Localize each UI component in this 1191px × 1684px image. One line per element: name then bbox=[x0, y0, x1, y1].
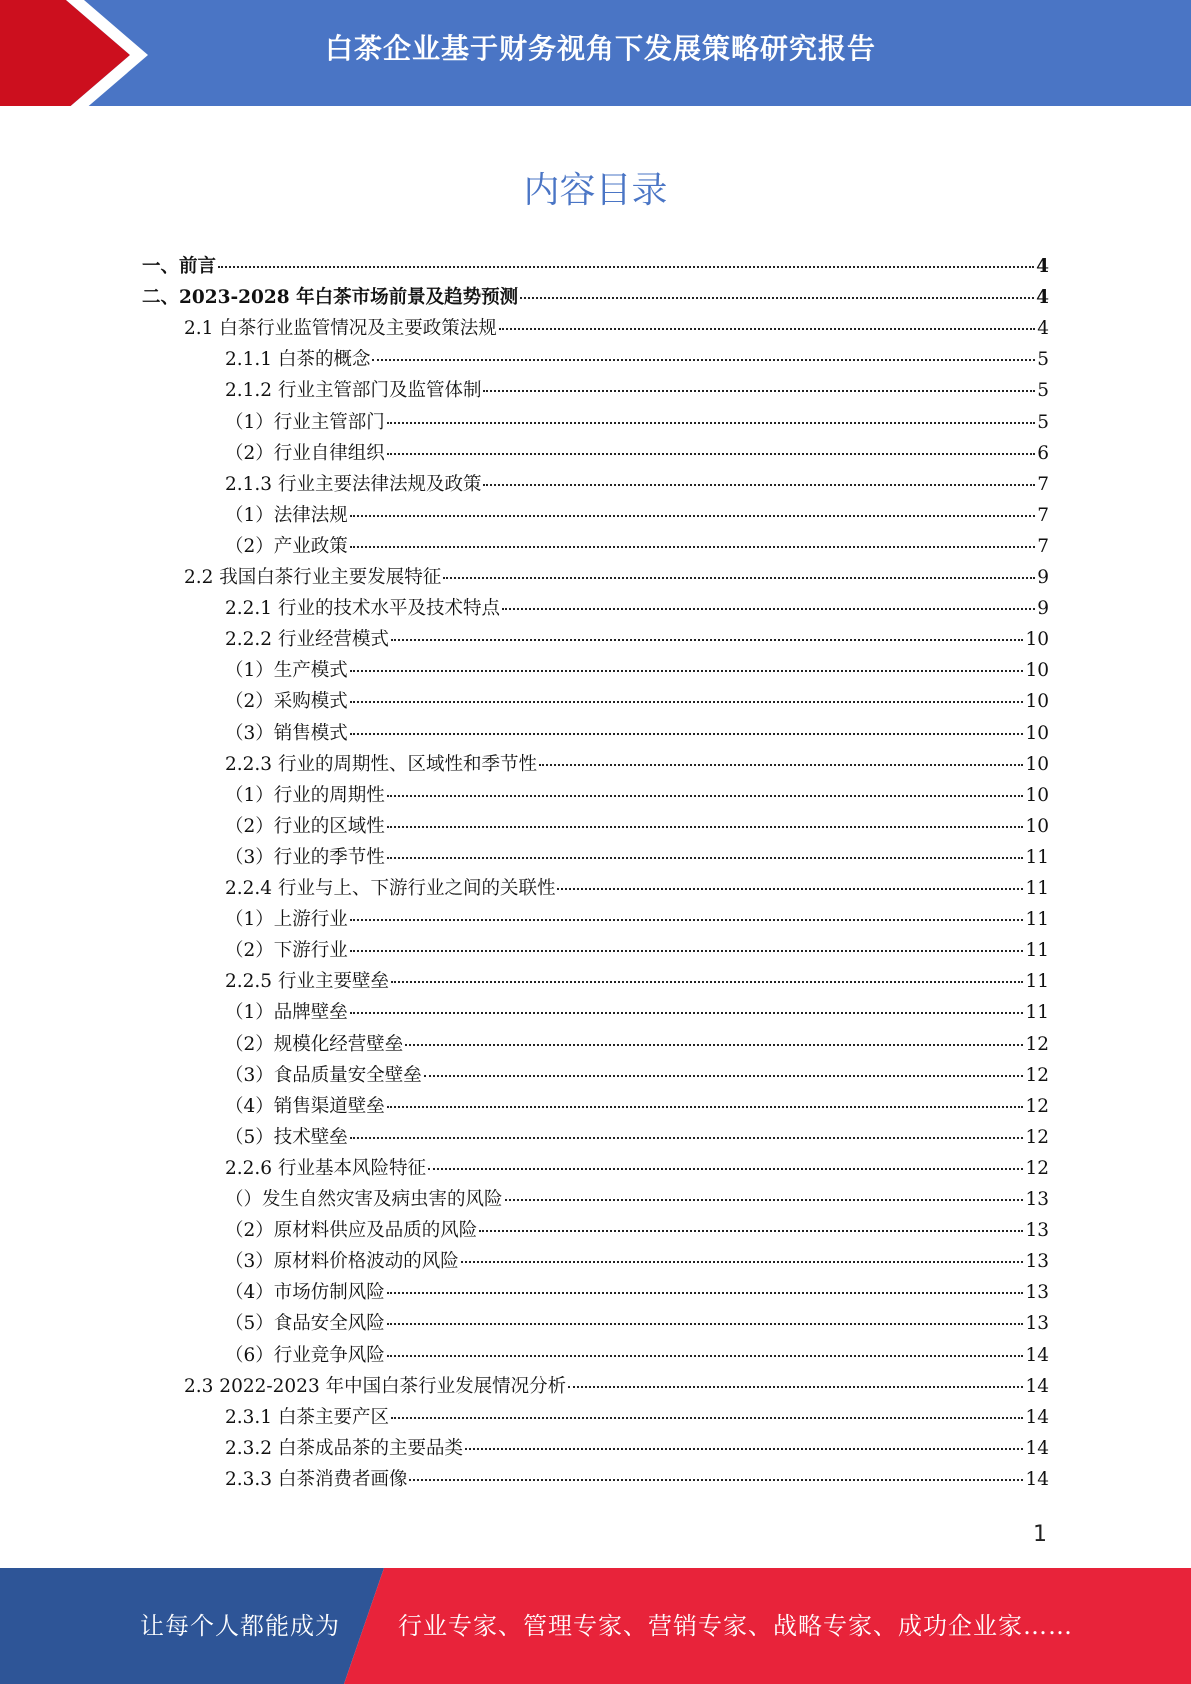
toc-entry-label: 2.3.1 白茶主要产区 bbox=[225, 1407, 389, 1428]
toc-dot-leader bbox=[350, 733, 1024, 735]
toc-entry[interactable] bbox=[225, 347, 1049, 373]
toc-entry-page: 14 bbox=[1025, 1469, 1049, 1490]
footer-slogan-left: 让每个人都能成为 bbox=[140, 1612, 340, 1640]
toc-entry-label: （3）行业的季节性 bbox=[225, 847, 385, 868]
toc-dot-leader bbox=[391, 639, 1023, 641]
toc-entry-label: （5）食品安全风险 bbox=[225, 1313, 385, 1334]
toc-entry-page: 10 bbox=[1025, 816, 1049, 837]
toc-entry[interactable] bbox=[225, 1405, 1049, 1431]
toc-entry[interactable] bbox=[142, 254, 1049, 280]
toc-entry-page: 10 bbox=[1025, 723, 1049, 744]
toc-dot-leader bbox=[350, 919, 1024, 921]
toc-dot-leader bbox=[387, 422, 1035, 424]
toc-dot-leader bbox=[568, 1386, 1023, 1388]
toc-entry[interactable] bbox=[225, 814, 1049, 840]
toc-dot-leader bbox=[387, 1292, 1024, 1294]
toc-entry-page: 5 bbox=[1037, 349, 1049, 370]
toc-entry-label: 2.2 我国白茶行业主要发展特征 bbox=[184, 567, 442, 588]
toc-entry[interactable] bbox=[225, 969, 1049, 995]
toc-entry[interactable] bbox=[225, 627, 1049, 653]
toc-entry-label: （2）行业自律组织 bbox=[225, 443, 385, 464]
toc-dot-leader bbox=[350, 950, 1024, 952]
toc-entry-label: 2.3 2022-2023 年中国白茶行业发展情况分析 bbox=[184, 1376, 567, 1397]
toc-entry-label: （4）市场仿制风险 bbox=[225, 1282, 385, 1303]
toc-entry-page: 13 bbox=[1025, 1251, 1049, 1272]
toc-entry-label: （2）采购模式 bbox=[225, 691, 348, 712]
toc-entry-label: 2.1.2 行业主管部门及监管体制 bbox=[225, 380, 482, 401]
toc-entry-label: 2.3.2 白茶成品茶的主要品类 bbox=[225, 1438, 463, 1459]
toc-dot-leader bbox=[387, 1323, 1024, 1325]
toc-entry[interactable] bbox=[225, 1467, 1049, 1493]
toc-entry-label: （3）原材料价格波动的风险 bbox=[225, 1251, 459, 1272]
report-title: 白茶企业基于财务视角下发展策略研究报告 bbox=[324, 32, 876, 65]
toc-entry-page: 9 bbox=[1037, 567, 1049, 588]
toc-entry-label: （）发生自然灾害及病虫害的风险 bbox=[225, 1189, 503, 1210]
toc-entry-page: 10 bbox=[1025, 660, 1049, 681]
toc-entry-page: 4 bbox=[1036, 287, 1049, 308]
toc-entry[interactable] bbox=[225, 1094, 1049, 1120]
toc-entry-page: 6 bbox=[1037, 443, 1049, 464]
toc-entry-page: 10 bbox=[1025, 754, 1049, 775]
toc-entry-page: 7 bbox=[1037, 474, 1049, 495]
toc-entry[interactable] bbox=[225, 752, 1049, 778]
toc-entry-label: （1）品牌壁垒 bbox=[225, 1002, 348, 1023]
toc-entry[interactable] bbox=[225, 410, 1049, 436]
toc-heading: 内容目录 bbox=[523, 170, 668, 211]
toc-entry-page: 11 bbox=[1025, 940, 1049, 961]
toc-entry[interactable] bbox=[225, 907, 1049, 933]
toc-dot-leader bbox=[391, 1417, 1023, 1419]
toc-entry-label: （1）生产模式 bbox=[225, 660, 348, 681]
toc-dot-leader bbox=[387, 857, 1024, 859]
toc-entry-label: 2.2.6 行业基本风险特征 bbox=[225, 1158, 426, 1179]
toc-entry[interactable] bbox=[225, 503, 1049, 529]
report-header bbox=[0, 0, 1191, 110]
toc-dot-leader bbox=[387, 1106, 1024, 1108]
toc-entry-label: 一、前言 bbox=[142, 256, 217, 277]
toc-entry[interactable] bbox=[225, 783, 1049, 809]
toc-entry[interactable] bbox=[225, 1311, 1049, 1337]
toc-dot-leader bbox=[520, 297, 1034, 299]
toc-entry-label: （1）上游行业 bbox=[225, 909, 348, 930]
toc-entry-label: （2）原材料供应及品质的风险 bbox=[225, 1220, 478, 1241]
toc-entry-label: 2.2.5 行业主要壁垒 bbox=[225, 971, 389, 992]
toc-entry[interactable] bbox=[225, 689, 1049, 715]
toc-entry[interactable] bbox=[225, 1032, 1049, 1058]
toc-entry-label: （2）规模化经营壁垒 bbox=[225, 1034, 404, 1055]
toc-entry[interactable] bbox=[225, 1187, 1049, 1213]
toc-dot-leader bbox=[428, 1168, 1023, 1170]
toc-entry-page: 10 bbox=[1025, 785, 1049, 806]
toc-entry[interactable] bbox=[225, 721, 1049, 747]
toc-entry-page: 5 bbox=[1037, 380, 1049, 401]
toc-entry[interactable] bbox=[225, 1156, 1049, 1182]
toc-dot-leader bbox=[405, 1044, 1023, 1046]
toc-dot-leader bbox=[557, 888, 1023, 890]
toc-dot-leader bbox=[350, 701, 1024, 703]
toc-dot-leader bbox=[461, 1261, 1024, 1263]
toc-dot-leader bbox=[505, 1199, 1024, 1201]
toc-entry-label: （5）技术壁垒 bbox=[225, 1127, 348, 1148]
toc-dot-leader bbox=[443, 577, 1035, 579]
toc-entry-page: 10 bbox=[1025, 629, 1049, 650]
toc-dot-leader bbox=[483, 390, 1035, 392]
page-number: 1 bbox=[1033, 1522, 1047, 1547]
toc-dot-leader bbox=[387, 1355, 1024, 1357]
footer-slogan-right: 行业专家、管理专家、营销专家、战略专家、成功企业家…… bbox=[398, 1612, 1073, 1640]
toc-entry[interactable] bbox=[225, 876, 1049, 902]
toc-entry-page: 11 bbox=[1025, 909, 1049, 930]
toc-entry[interactable] bbox=[142, 285, 1049, 311]
toc-entry[interactable] bbox=[184, 565, 1049, 591]
toc-entry-label: （2）下游行业 bbox=[225, 940, 348, 961]
toc-dot-leader bbox=[391, 981, 1023, 983]
toc-dot-leader bbox=[387, 453, 1035, 455]
toc-dot-leader bbox=[350, 546, 1035, 548]
toc-entry[interactable] bbox=[225, 1218, 1049, 1244]
toc-entry-label: （1）行业主管部门 bbox=[225, 412, 385, 433]
toc-entry-page: 11 bbox=[1025, 878, 1049, 899]
toc-entry-page: 14 bbox=[1025, 1438, 1049, 1459]
toc-entry[interactable] bbox=[225, 845, 1049, 871]
toc-entry-page: 11 bbox=[1025, 847, 1049, 868]
toc-dot-leader bbox=[483, 484, 1035, 486]
toc-entry-label: （1）行业的周期性 bbox=[225, 785, 385, 806]
toc-entry-label: 2.1.3 行业主要法律法规及政策 bbox=[225, 474, 482, 495]
toc-entry-label: （3）销售模式 bbox=[225, 723, 348, 744]
toc-dot-leader bbox=[350, 1012, 1024, 1014]
toc-dot-leader bbox=[387, 795, 1024, 797]
toc-dot-leader bbox=[465, 1448, 1023, 1450]
toc-entry-page: 7 bbox=[1037, 505, 1049, 526]
toc-entry[interactable] bbox=[225, 1436, 1049, 1462]
toc-entry-page: 10 bbox=[1025, 691, 1049, 712]
footer-banner bbox=[0, 1568, 1191, 1684]
toc-entry-label: （1）法律法规 bbox=[225, 505, 348, 526]
toc-entry[interactable] bbox=[225, 534, 1049, 560]
toc-entry-page: 14 bbox=[1025, 1407, 1049, 1428]
toc-dot-leader bbox=[350, 515, 1035, 517]
toc-entry-label: 2.1.1 白茶的概念 bbox=[225, 349, 371, 370]
toc-dot-leader bbox=[409, 1479, 1023, 1481]
toc-entry-page: 12 bbox=[1025, 1158, 1049, 1179]
toc-entry[interactable] bbox=[225, 1343, 1049, 1369]
toc-entry-label: 二、2023-2028 年白茶市场前景及趋势预测 bbox=[142, 287, 519, 308]
toc-entry[interactable] bbox=[225, 658, 1049, 684]
toc-dot-leader bbox=[218, 266, 1034, 268]
toc-entry-label: 2.2.1 行业的技术水平及技术特点 bbox=[225, 598, 500, 619]
toc-entry-label: 2.2.2 行业经营模式 bbox=[225, 629, 389, 650]
toc-entry-label: （2）行业的区域性 bbox=[225, 816, 385, 837]
toc-entry-page: 4 bbox=[1036, 256, 1049, 277]
toc-entry-label: 2.2.3 行业的周期性、区域性和季节性 bbox=[225, 754, 537, 775]
toc-entry-page: 5 bbox=[1037, 412, 1049, 433]
header-bottom-edge bbox=[0, 106, 1191, 110]
toc-entry-page: 13 bbox=[1025, 1282, 1049, 1303]
toc-dot-leader bbox=[372, 359, 1035, 361]
toc-entry-page: 12 bbox=[1025, 1096, 1049, 1117]
toc-entry[interactable] bbox=[225, 596, 1049, 622]
toc-entry-page: 13 bbox=[1025, 1189, 1049, 1210]
toc-entry[interactable] bbox=[225, 378, 1049, 404]
toc-entry-page: 12 bbox=[1025, 1127, 1049, 1148]
toc-entry-page: 12 bbox=[1025, 1034, 1049, 1055]
toc-entry-page: 13 bbox=[1025, 1220, 1049, 1241]
toc-entry-page: 4 bbox=[1037, 318, 1049, 339]
toc-entry-page: 11 bbox=[1025, 1002, 1049, 1023]
toc-dot-leader bbox=[350, 670, 1024, 672]
toc-entry[interactable] bbox=[225, 441, 1049, 467]
toc-entry-label: （4）销售渠道壁垒 bbox=[225, 1096, 385, 1117]
toc-entry-page: 12 bbox=[1025, 1065, 1049, 1086]
toc-entry-page: 14 bbox=[1025, 1345, 1049, 1366]
toc-entry[interactable] bbox=[225, 1249, 1049, 1275]
toc-entry-label: （2）产业政策 bbox=[225, 536, 348, 557]
toc-entry-label: 2.3.3 白茶消费者画像 bbox=[225, 1469, 408, 1490]
toc-entry[interactable] bbox=[225, 1125, 1049, 1151]
toc-dot-leader bbox=[499, 328, 1035, 330]
toc-entry[interactable] bbox=[225, 938, 1049, 964]
toc-entry-label: 2.2.4 行业与上、下游行业之间的关联性 bbox=[225, 878, 556, 899]
toc-entry-label: （6）行业竞争风险 bbox=[225, 1345, 385, 1366]
toc-entry-page: 13 bbox=[1025, 1313, 1049, 1334]
toc-entry-page: 11 bbox=[1025, 971, 1049, 992]
toc-entry-label: （3）食品质量安全壁垒 bbox=[225, 1065, 422, 1086]
toc-dot-leader bbox=[502, 608, 1035, 610]
toc-entry[interactable] bbox=[225, 1280, 1049, 1306]
toc-dot-leader bbox=[539, 764, 1023, 766]
toc-dot-leader bbox=[479, 1230, 1023, 1232]
toc-entry-label: 2.1 白茶行业监管情况及主要政策法规 bbox=[184, 318, 497, 339]
toc-dot-leader bbox=[424, 1075, 1024, 1077]
toc-dot-leader bbox=[350, 1137, 1024, 1139]
toc-entry-page: 7 bbox=[1037, 536, 1049, 557]
toc-entry-page: 9 bbox=[1037, 598, 1049, 619]
toc-entry-page: 14 bbox=[1025, 1376, 1049, 1397]
toc-entry[interactable] bbox=[225, 1063, 1049, 1089]
toc-dot-leader bbox=[387, 826, 1024, 828]
toc-entry[interactable] bbox=[184, 1374, 1049, 1400]
toc-entry[interactable] bbox=[225, 472, 1049, 498]
toc-entry[interactable] bbox=[184, 316, 1049, 342]
toc-entry[interactable] bbox=[225, 1000, 1049, 1026]
